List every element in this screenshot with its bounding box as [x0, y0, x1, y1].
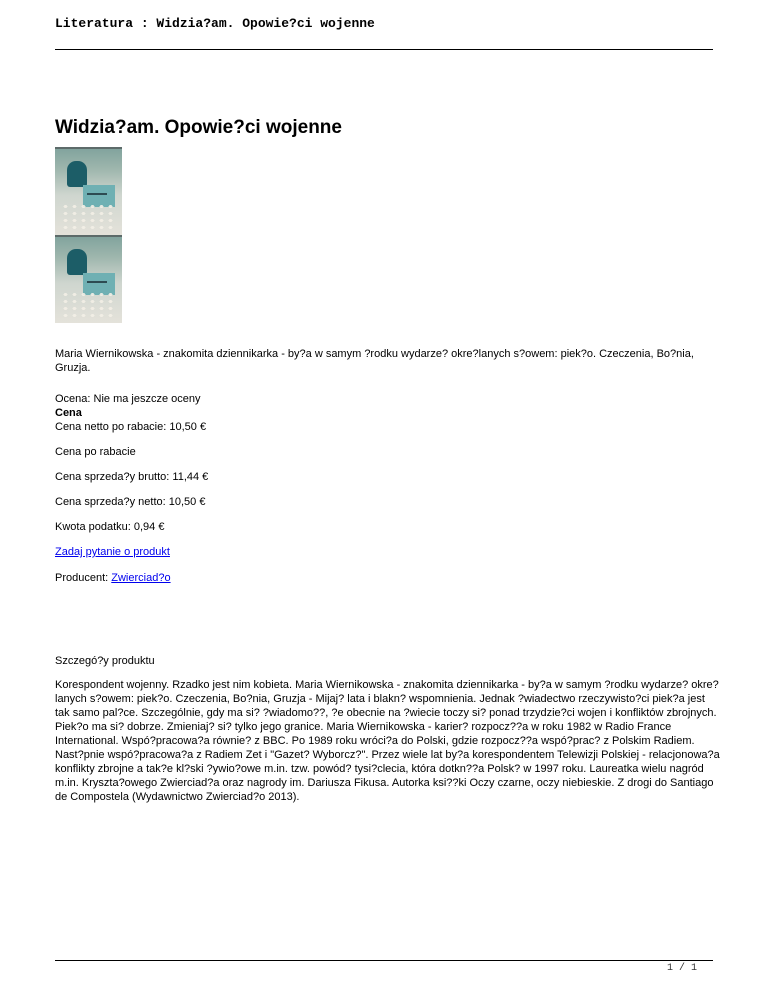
rating-text: Ocena: Nie ma jeszcze oceny — [55, 393, 201, 405]
product-title: Widzia?am. Opowie?ci wojenne — [55, 117, 342, 138]
book-cover-image-secondary — [55, 235, 122, 323]
tax-amount: Kwota podatku: 0,94 € — [55, 521, 165, 533]
header-divider — [55, 49, 713, 50]
price-heading: Cena — [55, 407, 82, 419]
price-after-discount: Cena po rabacie — [55, 446, 136, 458]
page-number: 1 / 1 — [666, 963, 697, 974]
price-block — [55, 392, 208, 534]
footer-divider — [55, 960, 713, 961]
product-description: Korespondent wojenny. Rzadko jest nim kobieta. Maria Wiernikowska - znakomita dziennikarka - by?a w samym ?rodku wydarze? okre?lanych s?owem: piek?o. Czeczenia, Bo?nia, Gruzja - Mijaj? lata i blakn? wspomnienia. Jednak ?wiadectwo rzeczywisto?ci piek?a jest tak samo pal?ce. Szczególnie, gdy ma si? ?wiadomo??, ?e obecnie na ?wiecie toczy si? ponad trzydzie?ci wojen i konfliktów zbrojnych. Piek?o ma si? dobrze. Zmieniaj? si? tylko jego granice. Maria Wiernikowska - karier? rozpocz??a w roku 1982 w Radio France International. Wspó?pracowa?a równie? z BBC. Po 1989 roku wróci?a do Polski, gdzie rozpocz??a wspó?prac? z Polskim Radiem. Nast?pnie wspó?pracowa?a z Radiem Zet i "Gazet? Wyborcz?". Przez wiele lat by?a korespondentem Telewizji Polskiej - relacjonowa?a konflikty zbrojne a tak?e kl?ski ?ywio?owe m.in. tzw. powód? tysi?clecia, która dotkn??a Polsk? w 1997 roku. Laureatka wielu nagród m.in. Kryszta?owego Zwierciad?a oraz nagrody im. Dariusza Fikusa. Autorka ksi??ki Oczy czarne, oczy niebieskie. Z drogi do Santiago de Compostela (Wydawnictwo Zwierciad?o 2013). — [55, 679, 720, 803]
ask-question-row — [55, 545, 170, 559]
price-net: Cena sprzeda?y netto: 10,50 € — [55, 496, 206, 508]
product-lead: Maria Wiernikowska - znakomita dziennikarka - by?a w samym ?rodku wydarze? okre?lanych s?owem: piek?o. Czeczenia, Bo?nia, Gruzja. — [55, 348, 694, 374]
producer-label: Producent: — [55, 572, 112, 584]
page-header: Literatura : Widzia?am. Opowie?ci wojenne — [55, 16, 375, 31]
producer-link[interactable]: Zwierciad?o — [111, 572, 171, 584]
price-net-discount: Cena netto po rabacie: 10,50 € — [55, 421, 207, 433]
producer-row — [55, 571, 171, 585]
ask-question-link[interactable]: Zadaj pytanie o produkt — [55, 546, 170, 558]
book-cover-image — [55, 147, 122, 235]
details-heading: Szczegó?y produktu — [55, 655, 155, 667]
price-gross: Cena sprzeda?y brutto: 11,44 € — [55, 471, 209, 483]
